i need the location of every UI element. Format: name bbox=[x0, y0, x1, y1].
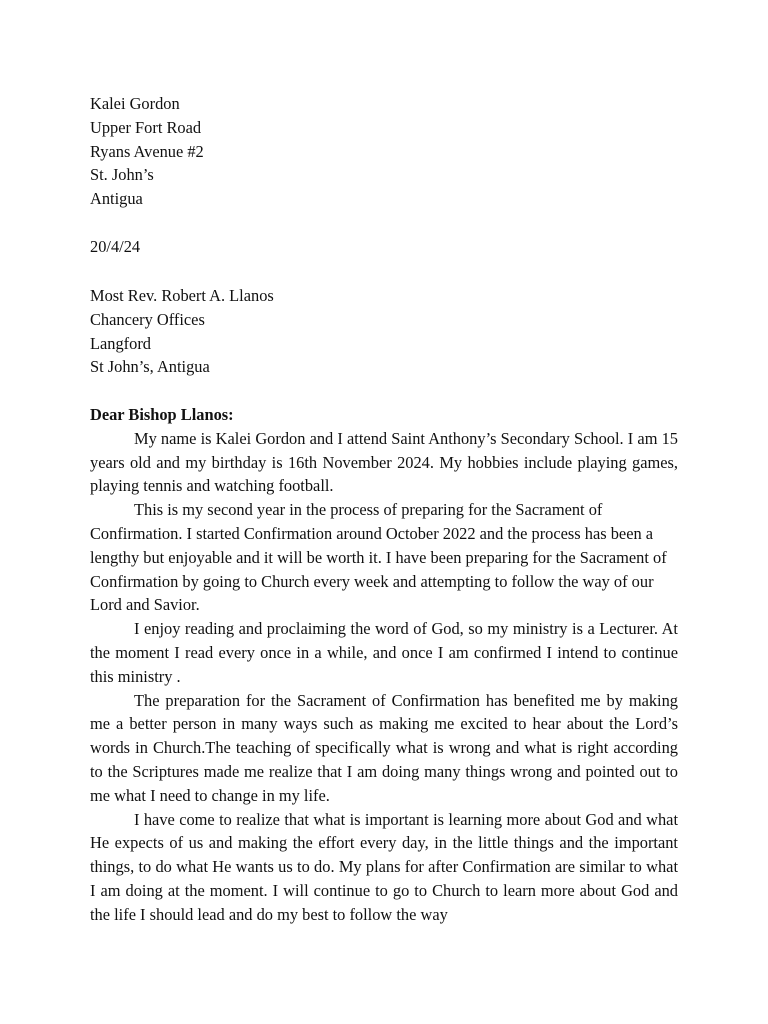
recipient-address-block bbox=[90, 284, 678, 379]
letter-date-block bbox=[90, 235, 678, 259]
sender-address-block bbox=[90, 92, 678, 211]
recipient-name: Most Rev. Robert A. Llanos bbox=[90, 286, 274, 305]
letter-date: 20/4/24 bbox=[90, 237, 141, 256]
sender-address-line-2: Ryans Avenue #2 bbox=[90, 141, 204, 161]
paragraph-introduction: My name is Kalei Gordon and I attend Saint Anthony’s Secondary School. I am 15 years old and my birthday is 16th November 2024. My hobbies include playing games, playing tennis and watching football. bbox=[90, 428, 678, 496]
letter-body bbox=[90, 403, 678, 927]
paragraph-benefits: The preparation for the Sacrament of Confirmation has benefited me by making me a better person in many ways such as making me excited to hear about the Lord’s words in Church.The teaching of specifically what is wrong and what is right according to the Scriptures made me realize that I am doing many things wrong and pointed out to me what I need to change in my life. bbox=[90, 690, 678, 805]
paragraph-ministry: I enjoy reading and proclaiming the word of God, so my ministry is a Lecturer. At the moment I read every once in a while, and once I am confirmed I intend to continue this ministry . bbox=[90, 619, 678, 686]
recipient-area: Langford bbox=[90, 333, 151, 353]
sender-country: Antigua bbox=[90, 189, 143, 209]
paragraph-confirmation-process: This is my second year in the process of preparing for the Sacrament of Confirmation. I started Confirmation around October 2022 and the process has been a lengthy but enjoyable and it will be worth it. I have been preparing for the Sacrament of Confirmation by going to Church every week and attempting to follow the way of our Lord and Savior. bbox=[90, 500, 667, 615]
salutation: Dear Bishop Llanos: bbox=[90, 405, 234, 424]
recipient-office: Chancery Offices bbox=[90, 309, 205, 329]
paragraph-future-plans: I have come to realize that what is important is learning more about God and what He expects of us and making the effort every day, in the little things and the important things, to do what He wants us to do. My plans for after Confirmation are similar to what I am doing at the moment. I will continue to go to Church to learn more about God and the life I should lead and do my best to follow the way bbox=[90, 809, 678, 924]
recipient-city-country: St John’s, Antigua bbox=[90, 357, 210, 377]
sender-name: Kalei Gordon bbox=[90, 94, 180, 113]
sender-address-line-1: Upper Fort Road bbox=[90, 117, 202, 137]
sender-city: St. John’s bbox=[90, 165, 154, 185]
